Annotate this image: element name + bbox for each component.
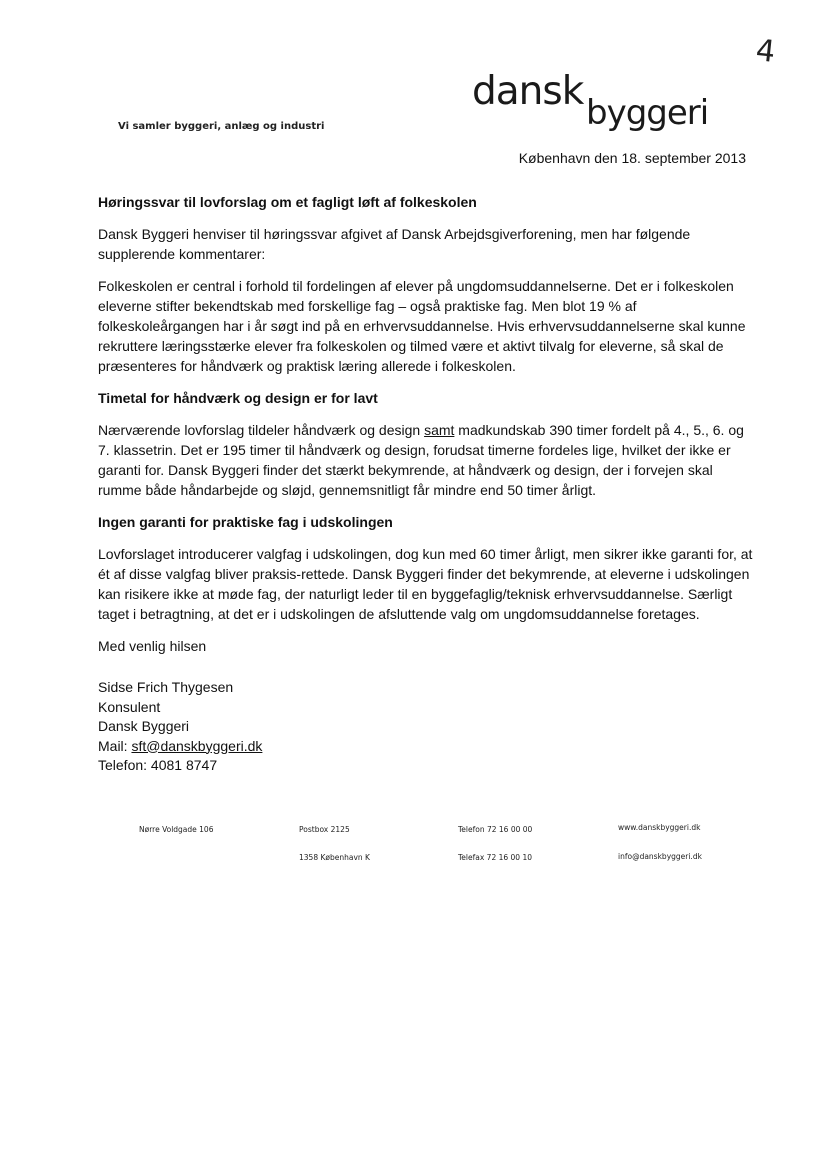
mail-label: Mail: [98,737,132,754]
signature-org: Dansk Byggeri [98,718,190,734]
logo-dansk: dansk [472,69,584,114]
underlined-word: samt [424,422,455,438]
signature-name: Sidse Frich Thygesen [98,679,234,695]
footer-city: 1358 København K [299,853,370,862]
logo-byggeri: byggeri [586,93,709,133]
closing: Med venlig hilsen [98,638,207,654]
footer-postbox: Postbox 2125 [299,825,350,834]
letter-title: Høringssvar til lovforslag om et fagligt løft af folkeskolen [98,194,477,210]
footer-fax: Telefax 72 16 00 10 [458,853,533,862]
section-heading-timetal: Timetal for håndværk og design er for lavt [98,390,378,406]
footer-address: Nørre Voldgade 106 [139,825,214,834]
section-heading-udskolingen: Ingen garanti for praktiske fag i udskolingen [98,514,393,530]
paragraph-timetal [98,420,758,500]
footer-web-link[interactable]: www.danskbyggeri.dk [618,823,701,832]
paragraph-folkeskolen: Folkeskolen er central i forhold til fordelingen af elever på ungdomsuddannelserne. Det er i folkeskolen eleverne stifter bekendtskab med forskellige fag – også praktiske fag. Men blot 19 % af folkeskoleårgangen har i år søgt ind på en erhvervsuddannelse. Hvis erhvervsuddannelserne skal kunne rekruttere læringsstærke elever fra folkeskolen og tilmed være et aktivt tilvalg for eleverne, så skal de præsenteres for håndværk og praktisk læring allerede i folkeskolen. [98,278,746,374]
letter-date: København den 18. september 2013 [518,150,746,166]
footer-phone: Telefon 72 16 00 00 [458,825,533,834]
email-link[interactable]: sft@danskbyggeri.dk [131,737,263,754]
footer-email-link[interactable]: info@danskbyggeri.dk [618,852,702,861]
letter-body [98,192,758,776]
signature-role: Konsulent [98,698,161,715]
paragraph-udskolingen: Lovforslaget introducerer valgfag i udskolingen, dog kun med 60 timer årligt, men sikrer ikke garanti for, at ét af disse valgfag bliver praksis-rettede. Dansk Byggeri finder det bekymrende, at eleverne i udskolingen kan risikere ikke at møde fag, der naturligt leder til en byggefaglig/teknisk erhvervsuddannelse. Særligt taget i betragtning, at det er i udskolingen de afsluttende valg om ungdomsuddannelse foretages. [98,546,753,622]
text-segment: Nærværende lovforslag tildeler håndværk og design [98,422,425,438]
signature-phone: Telefon: 4081 8747 [98,757,218,773]
tagline: Vi samler byggeri, anlæg og industri [118,121,325,132]
page-number: 4 [754,33,777,70]
signature-block [98,678,758,776]
text-segment: madkundskab 390 timer fordelt på 4., 5., 6. og 7. klassetrin. Det er 195 timer til håndværk og design, forudsat timerne fordeles lige, hvilket der ikke er garanti for. Dansk Byggeri finder det stærkt bekymrende, at håndværk og design, der i forvejen skal rumme både håndarbejde og sløjd, gennemsnitligt får mindre end 50 timer årligt. [98,422,744,498]
signature-mail-line [98,737,758,757]
paragraph-intro: Dansk Byggeri henviser til høringssvar afgivet af Dansk Arbejdsgiverforening, men har følgende supplerende kommentarer: [98,226,691,262]
